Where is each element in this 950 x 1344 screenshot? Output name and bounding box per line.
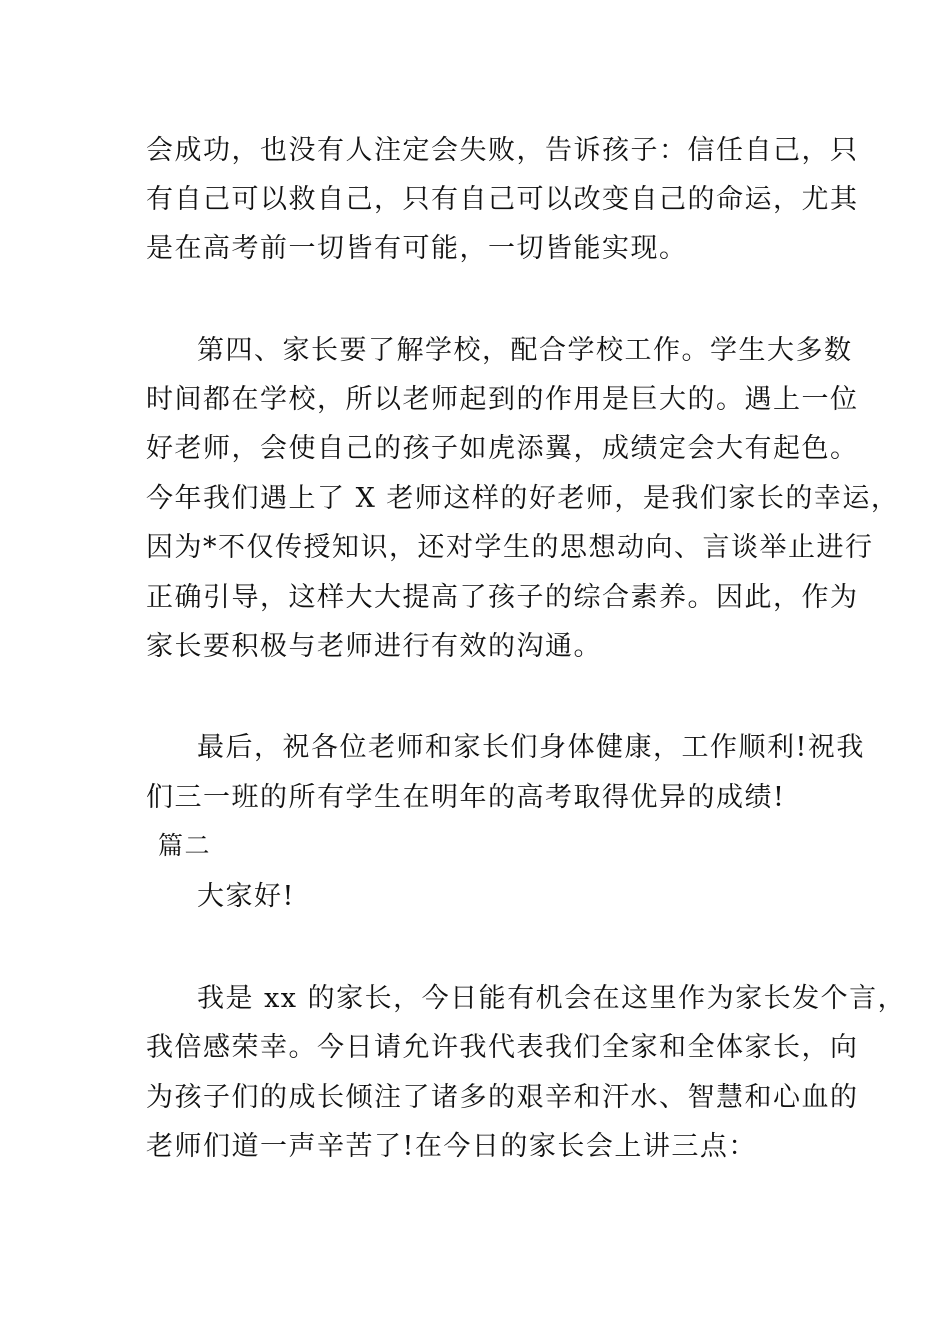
paragraph-line: 老师们道一声辛苦了!在今日的家长会上讲三点： bbox=[146, 1131, 757, 1162]
section-heading: 篇二 bbox=[158, 831, 212, 860]
paragraph-line: 们三一班的所有学生在明年的高考取得优异的成绩! bbox=[146, 782, 786, 813]
paragraph-line: 最后，祝各位老师和家长们身体健康，工作顺利!祝我 bbox=[197, 732, 865, 763]
paragraph-line: 是在高考前一切皆有可能，一切皆能实现。 bbox=[146, 233, 688, 264]
paragraph-line: 为孩子们的成长倾注了诸多的艰辛和汗水、智慧和心血的 bbox=[146, 1082, 859, 1113]
paragraph-line: 好老师，会使自己的孩子如虎添翼，成绩定会大有起色。 bbox=[146, 433, 859, 464]
paragraph-line: 正确引导，这样大大提高了孩子的综合素养。因此，作为 bbox=[146, 582, 859, 613]
paragraph-line: 我倍感荣幸。今日请允许我代表我们全家和全体家长，向 bbox=[146, 1032, 859, 1063]
paragraph-line: 因为*不仅传授知识，还对学生的思想动向、言谈举止进行 bbox=[146, 532, 874, 563]
paragraph-line: 家长要积极与老师进行有效的沟通。 bbox=[146, 631, 602, 662]
paragraph-line: 我是 xx 的家长，今日能有机会在这里作为家长发个言， bbox=[197, 983, 907, 1014]
paragraph-line: 第四、家长要了解学校，配合学校工作。学生大多数 bbox=[197, 335, 853, 366]
paragraph-line: 会成功，也没有人注定会失败，告诉孩子：信任自己，只 bbox=[146, 135, 859, 166]
greeting-text: 大家好! bbox=[197, 881, 295, 912]
paragraph-line: 时间都在学校，所以老师起到的作用是巨大的。遇上一位 bbox=[146, 384, 859, 415]
paragraph-line: 有自己可以救自己，只有自己可以改变自己的命运，尤其 bbox=[146, 184, 859, 215]
paragraph-line: 今年我们遇上了 X 老师这样的好老师，是我们家长的幸运， bbox=[146, 483, 900, 514]
